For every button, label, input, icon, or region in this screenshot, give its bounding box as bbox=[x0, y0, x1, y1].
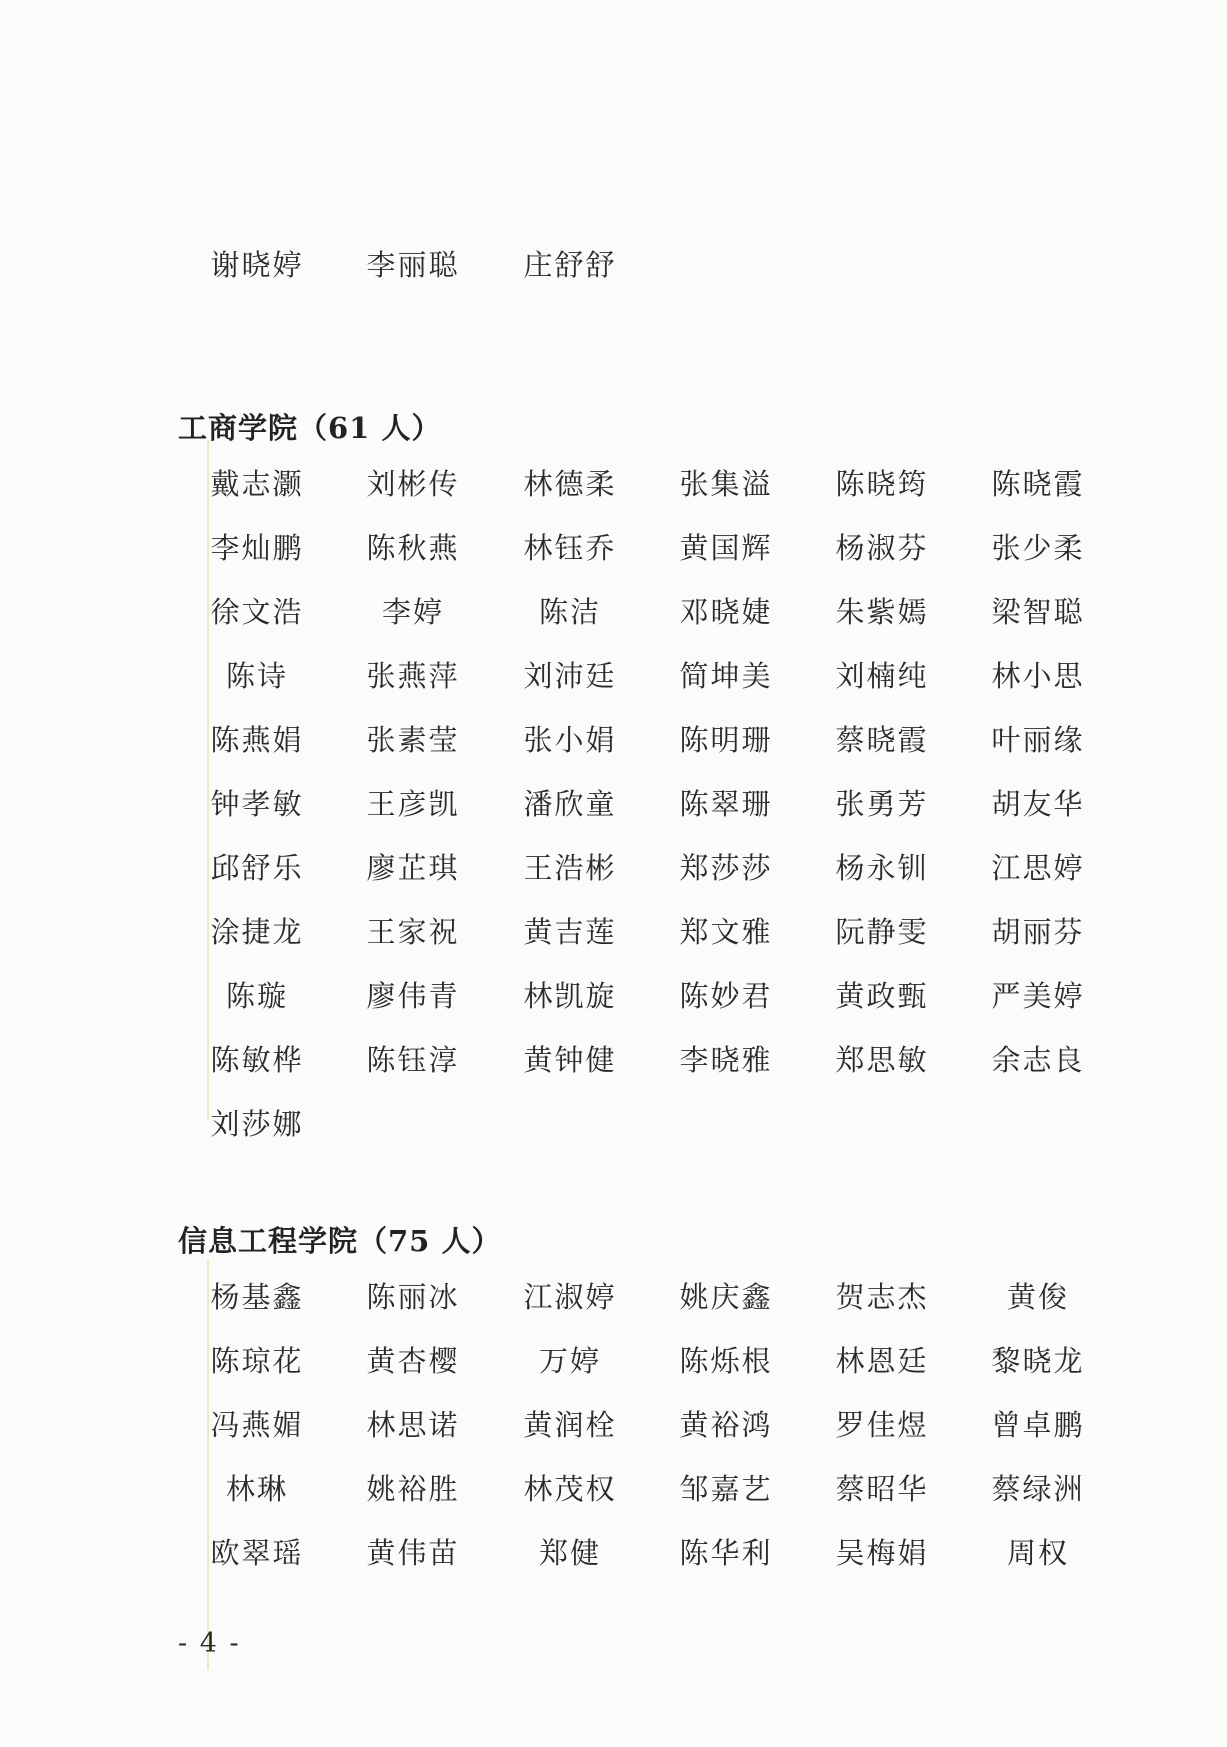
name-row-business bbox=[0, 592, 1227, 632]
person-name: 陈明珊 bbox=[679, 723, 773, 757]
name-row-business bbox=[0, 720, 1227, 760]
name-row-info-engineering bbox=[0, 1341, 1227, 1381]
page-number: - 4 - bbox=[178, 1628, 241, 1659]
person-name: 陈诗 bbox=[225, 659, 288, 693]
person-name: 黄钟健 bbox=[523, 1043, 617, 1077]
person-name: 蔡昭华 bbox=[835, 1472, 929, 1506]
person-name: 刘楠纯 bbox=[835, 659, 929, 693]
person-name: 邱舒乐 bbox=[210, 851, 304, 885]
person-name: 陈晓霞 bbox=[991, 467, 1085, 501]
person-name: 黄裕鸿 bbox=[679, 1408, 773, 1442]
name-row-business bbox=[0, 848, 1227, 888]
person-name: 陈敏桦 bbox=[210, 1043, 304, 1077]
person-name: 林小思 bbox=[991, 659, 1085, 693]
person-name: 欧翠瑶 bbox=[210, 1536, 304, 1570]
person-name: 黄吉莲 bbox=[523, 915, 617, 949]
name-row-info-engineering bbox=[0, 1533, 1227, 1573]
name-row-business bbox=[0, 912, 1227, 952]
person-name: 林凯旋 bbox=[523, 979, 617, 1013]
person-name: 郑健 bbox=[538, 1536, 601, 1570]
person-name: 梁智聪 bbox=[991, 595, 1085, 629]
person-name: 林琳 bbox=[225, 1472, 288, 1506]
person-name: 曾卓鹏 bbox=[991, 1408, 1085, 1442]
person-name: 陈秋燕 bbox=[366, 531, 460, 565]
person-name: 蔡晓霞 bbox=[835, 723, 929, 757]
name-row-info-engineering bbox=[0, 1469, 1227, 1509]
person-name: 杨永钏 bbox=[835, 851, 929, 885]
person-name: 张素莹 bbox=[366, 723, 460, 757]
person-name: 黄国辉 bbox=[679, 531, 773, 565]
person-name: 张燕萍 bbox=[366, 659, 460, 693]
name-row-prev bbox=[0, 245, 1227, 285]
person-name: 王彦凯 bbox=[366, 787, 460, 821]
person-name: 陈翠珊 bbox=[679, 787, 773, 821]
person-name: 黄俊 bbox=[1006, 1280, 1069, 1314]
person-name: 李婷 bbox=[381, 595, 444, 629]
name-row-business bbox=[0, 1040, 1227, 1080]
person-name: 戴志灏 bbox=[210, 467, 304, 501]
person-name: 林思诺 bbox=[366, 1408, 460, 1442]
person-name: 叶丽缘 bbox=[991, 723, 1085, 757]
person-name: 杨基鑫 bbox=[210, 1280, 304, 1314]
person-name: 黄杏樱 bbox=[366, 1344, 460, 1378]
person-name: 林钰乔 bbox=[523, 531, 617, 565]
person-name: 涂捷龙 bbox=[210, 915, 304, 949]
person-name: 简坤美 bbox=[679, 659, 773, 693]
person-name: 朱紫嫣 bbox=[835, 595, 929, 629]
person-name: 周权 bbox=[1006, 1536, 1069, 1570]
person-name: 郑莎莎 bbox=[679, 851, 773, 885]
person-name: 陈烁根 bbox=[679, 1344, 773, 1378]
person-name: 姚庆鑫 bbox=[679, 1280, 773, 1314]
name-row-business bbox=[0, 976, 1227, 1016]
person-name: 江淑婷 bbox=[523, 1280, 617, 1314]
name-row-info-engineering bbox=[0, 1405, 1227, 1445]
person-name: 罗佳煜 bbox=[835, 1408, 929, 1442]
person-name: 刘沛廷 bbox=[523, 659, 617, 693]
person-name: 吴梅娟 bbox=[835, 1536, 929, 1570]
person-name: 林德柔 bbox=[523, 467, 617, 501]
name-row-business bbox=[0, 528, 1227, 568]
person-name: 李丽聪 bbox=[366, 248, 460, 282]
person-name: 林恩廷 bbox=[835, 1344, 929, 1378]
person-name: 陈璇 bbox=[225, 979, 288, 1013]
person-name: 黄政甄 bbox=[835, 979, 929, 1013]
person-name: 王浩彬 bbox=[523, 851, 617, 885]
person-name: 林茂权 bbox=[523, 1472, 617, 1506]
person-name: 王家祝 bbox=[366, 915, 460, 949]
person-name: 陈丽冰 bbox=[366, 1280, 460, 1314]
person-name: 郑思敏 bbox=[835, 1043, 929, 1077]
margin-mark bbox=[207, 1260, 209, 1670]
person-name: 张小娟 bbox=[523, 723, 617, 757]
person-name: 蔡绿洲 bbox=[991, 1472, 1085, 1506]
person-name: 张集溢 bbox=[679, 467, 773, 501]
person-name: 徐文浩 bbox=[210, 595, 304, 629]
person-name: 江思婷 bbox=[991, 851, 1085, 885]
section-title-business: 工商学院（61 人） bbox=[178, 411, 442, 445]
person-name: 张勇芳 bbox=[835, 787, 929, 821]
name-row-business bbox=[0, 784, 1227, 824]
person-name: 钟孝敏 bbox=[210, 787, 304, 821]
person-name: 李晓雅 bbox=[679, 1043, 773, 1077]
person-name: 陈华利 bbox=[679, 1536, 773, 1570]
person-name: 邓晓婕 bbox=[679, 595, 773, 629]
person-name: 刘莎娜 bbox=[210, 1107, 304, 1141]
name-row-business bbox=[0, 656, 1227, 696]
person-name: 廖伟青 bbox=[366, 979, 460, 1013]
person-name: 陈琼花 bbox=[210, 1344, 304, 1378]
person-name: 庄舒舒 bbox=[523, 248, 617, 282]
name-row-info-engineering bbox=[0, 1277, 1227, 1317]
person-name: 陈晓筠 bbox=[835, 467, 929, 501]
person-name: 陈燕娟 bbox=[210, 723, 304, 757]
person-name: 陈妙君 bbox=[679, 979, 773, 1013]
person-name: 陈洁 bbox=[538, 595, 601, 629]
person-name: 陈钰淳 bbox=[366, 1043, 460, 1077]
person-name: 黄润栓 bbox=[523, 1408, 617, 1442]
section-title-info-engineering: 信息工程学院（75 人） bbox=[178, 1224, 502, 1258]
person-name: 李灿鹏 bbox=[210, 531, 304, 565]
person-name: 谢晓婷 bbox=[210, 248, 304, 282]
person-name: 胡友华 bbox=[991, 787, 1085, 821]
person-name: 余志良 bbox=[991, 1043, 1085, 1077]
person-name: 郑文雅 bbox=[679, 915, 773, 949]
person-name: 阮静雯 bbox=[835, 915, 929, 949]
person-name: 冯燕媚 bbox=[210, 1408, 304, 1442]
person-name: 邹嘉艺 bbox=[679, 1472, 773, 1506]
person-name: 贺志杰 bbox=[835, 1280, 929, 1314]
person-name: 廖芷琪 bbox=[366, 851, 460, 885]
name-row-business bbox=[0, 464, 1227, 504]
person-name: 万婷 bbox=[538, 1344, 601, 1378]
person-name: 张少柔 bbox=[991, 531, 1085, 565]
person-name: 黄伟苗 bbox=[366, 1536, 460, 1570]
person-name: 杨淑芬 bbox=[835, 531, 929, 565]
person-name: 刘彬传 bbox=[366, 467, 460, 501]
person-name: 胡丽芬 bbox=[991, 915, 1085, 949]
name-row-business bbox=[0, 1104, 1227, 1144]
person-name: 黎晓龙 bbox=[991, 1344, 1085, 1378]
person-name: 严美婷 bbox=[991, 979, 1085, 1013]
person-name: 潘欣童 bbox=[523, 787, 617, 821]
person-name: 姚裕胜 bbox=[366, 1472, 460, 1506]
